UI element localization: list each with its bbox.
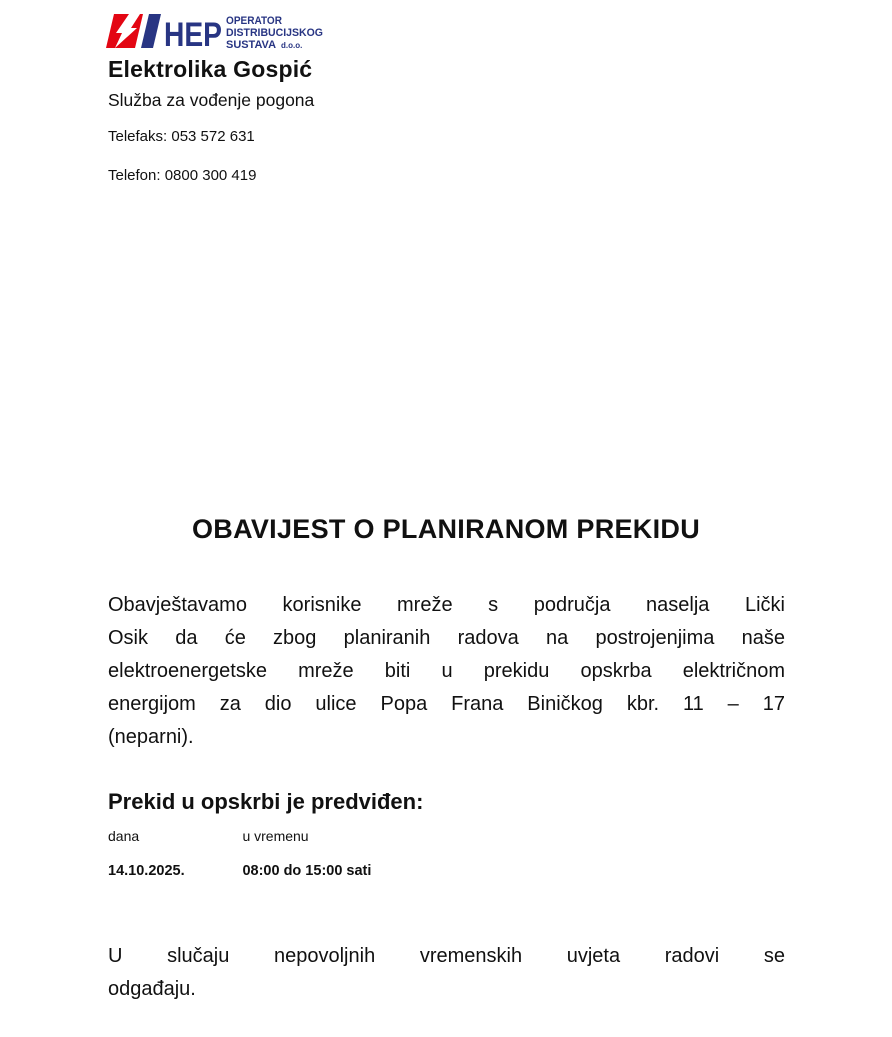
hep-wordmark: HEP: [164, 16, 222, 51]
logo-doo: d.o.o.: [281, 41, 303, 50]
hep-logo: [106, 13, 334, 51]
logo-line-sustava: SUSTAVA: [226, 39, 277, 51]
schedule-value-row: [108, 862, 892, 880]
weather-note-line: odgađaju.: [108, 978, 196, 1000]
notice-paragraph-line: Osik da će zbog planiranih radova na postrojenjima naše: [108, 627, 785, 649]
schedule-heading: Prekid u opskrbi je predviđen:: [108, 789, 424, 814]
schedule-date: 14.10.2025.: [108, 863, 185, 879]
weather-note: [108, 940, 785, 1006]
schedule-time: 08:00 do 15:00 sati: [242, 863, 372, 879]
weather-note-line: U slučaju nepovoljnih vremenskih uvjeta radovi se: [108, 945, 785, 967]
logo-line-operator: OPERATOR: [226, 15, 283, 27]
hep-blue-bar-icon: [141, 14, 161, 48]
hep-logo-icon: [106, 13, 334, 51]
telefaks-line: Telefaks: 053 572 631: [108, 128, 255, 145]
document-page: [0, 13, 892, 1037]
notice-body-section: [0, 514, 892, 1006]
notice-paragraph-line: Obavještavamo korisnike mreže s područja naselja Lički: [108, 594, 785, 616]
department-name: Služba za vođenje pogona: [108, 90, 315, 110]
notice-paragraph-line: elektroenergetske mreže biti u prekidu opskrba električnom: [108, 660, 785, 682]
schedule-header-vrijeme: u vremenu: [242, 828, 309, 844]
schedule-header-row: [108, 828, 892, 846]
notice-paragraph-line: (neparni).: [108, 726, 194, 748]
telefon-line: Telefon: 0800 300 419: [108, 167, 257, 184]
schedule-header-dana: dana: [108, 828, 140, 844]
schedule-table: [108, 828, 892, 880]
org-name: Elektrolika Gospić: [108, 56, 313, 82]
logo-line-distribucijskog: DISTRIBUCIJSKOG: [226, 27, 323, 39]
letterhead: [0, 13, 892, 184]
notice-paragraph-line: energijom za dio ulice Popa Frana Biničkog kbr. 11 – 17: [108, 693, 785, 715]
notice-title: OBAVIJEST O PLANIRANOM PREKIDU: [191, 514, 701, 544]
notice-paragraph: [108, 589, 785, 754]
